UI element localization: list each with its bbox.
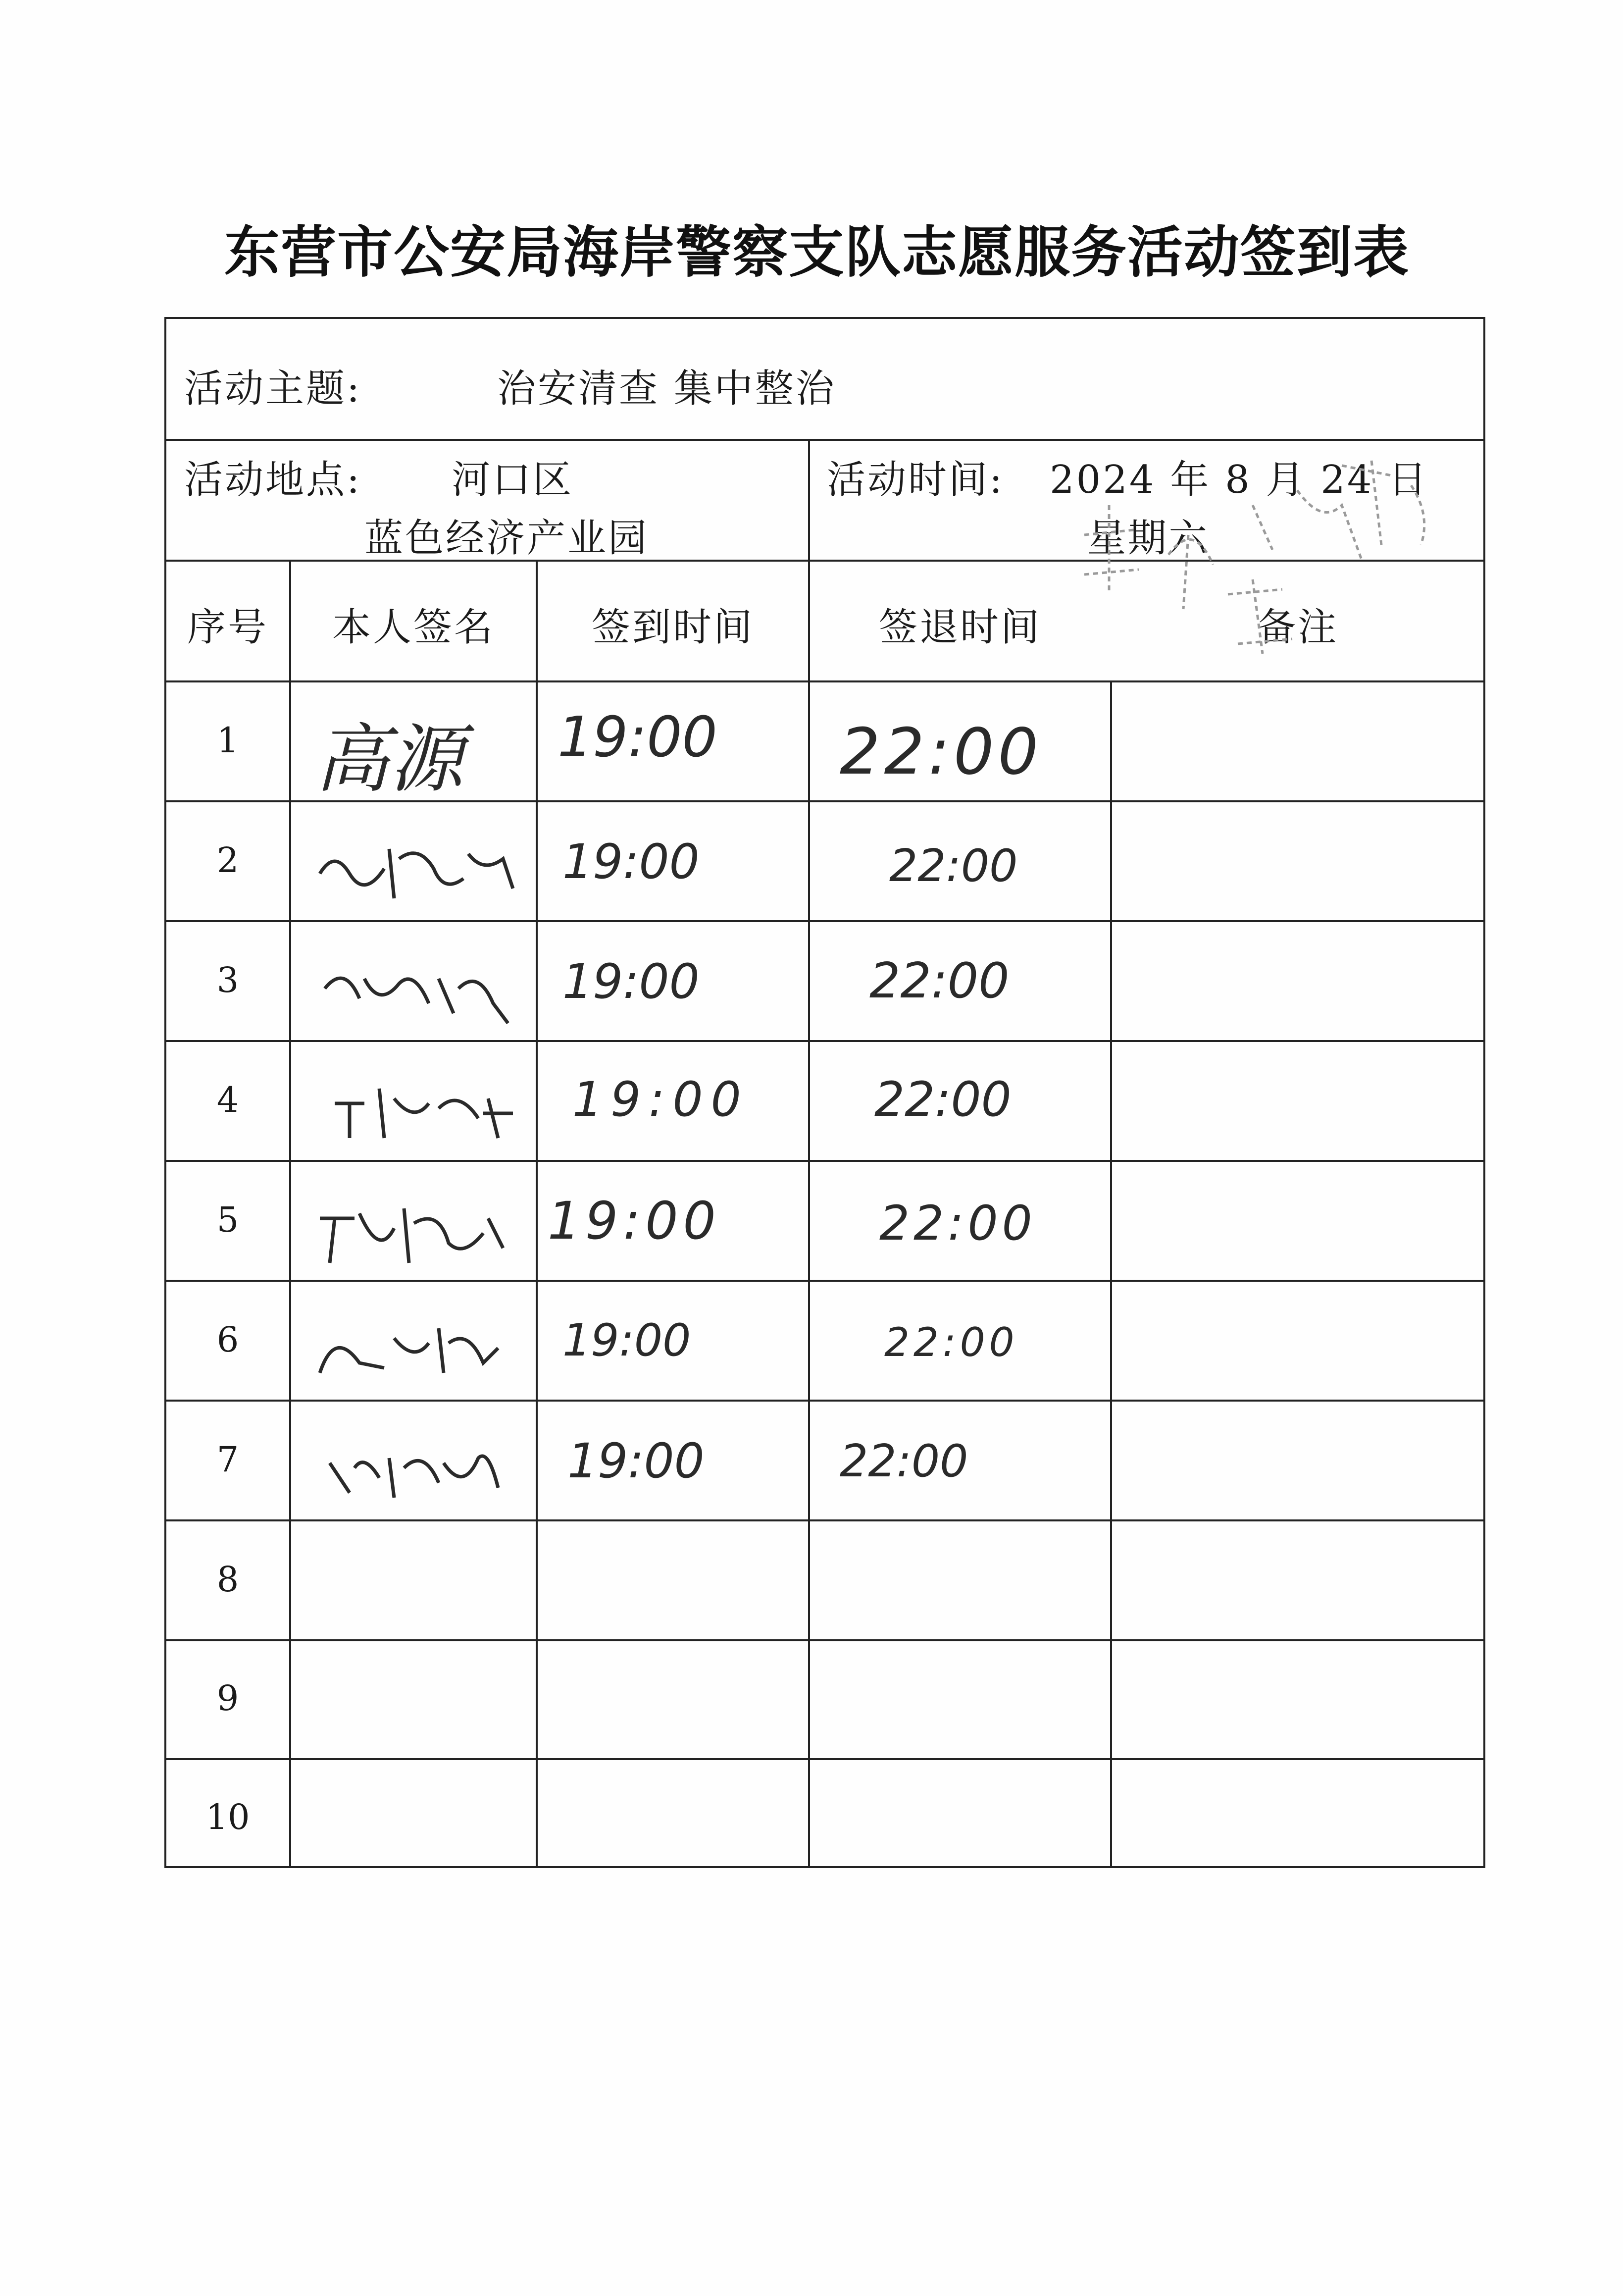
signature-scribble [330, 1069, 538, 1153]
location-value-line1: 河口区 [452, 458, 574, 502]
row-divider [166, 1639, 1483, 1641]
checkin-time: 19:00 [548, 1191, 721, 1251]
row-number: 6 [216, 1319, 239, 1360]
checkin-time: 19:00 [562, 1314, 691, 1366]
row-divider [166, 439, 1483, 441]
ghost-bleed-marks [1065, 446, 1451, 723]
signature-scribble [315, 949, 523, 1033]
location-value-line2: 蓝色经济产业园 [364, 516, 649, 561]
row-number: 4 [216, 1080, 239, 1120]
signature-scribble [325, 1428, 533, 1513]
row-number: 7 [216, 1439, 239, 1480]
checkout-time: 22:00 [889, 840, 1018, 892]
checkin-time: 19:00 [562, 834, 700, 889]
header-seq: 序号 [187, 605, 268, 650]
row-divider [166, 920, 1483, 922]
row-divider [166, 1040, 1483, 1042]
signature-scribble [315, 829, 523, 913]
time-label: 活动时间: [827, 458, 1005, 502]
row-number: 8 [216, 1559, 239, 1600]
checkin-time: 19:00 [562, 954, 700, 1009]
signature-scribble [315, 1308, 523, 1393]
row-divider [166, 1519, 1483, 1521]
col-divider [536, 560, 538, 1868]
document-title: 东营市公安局海岸警察支队志愿服务活动签到表 [224, 220, 1410, 285]
theme-value: 治安清查 集中整治 [497, 366, 836, 411]
checkout-time: 22:00 [874, 1072, 1012, 1127]
checkout-time: 22:00 [840, 1435, 968, 1487]
signature: 高源 [315, 717, 464, 803]
header-checkin: 签到时间 [591, 605, 754, 650]
col-divider [289, 560, 291, 1868]
col-divider [1110, 680, 1112, 1868]
checkout-time: 22:00 [884, 1319, 1018, 1365]
checkout-time: 22:00 [869, 953, 1010, 1009]
checkin-time: 19:00 [567, 1433, 705, 1489]
row-number: 5 [216, 1200, 239, 1240]
row-number: 3 [216, 960, 239, 1000]
row-divider [166, 1160, 1483, 1162]
row-number: 10 [205, 1797, 250, 1837]
checkin-time: 19:00 [572, 1072, 749, 1127]
header-signature: 本人签名 [332, 605, 495, 650]
row-number: 1 [216, 720, 239, 761]
theme-label: 活动主题: [184, 366, 362, 411]
location-label: 活动地点: [184, 458, 362, 502]
row-divider [166, 1280, 1483, 1282]
header-remark: 备注 [1257, 605, 1338, 650]
row-number: 9 [216, 1678, 239, 1719]
time-value-line1: 2024 年 8 月 24 日 [1050, 458, 1429, 502]
row-number: 2 [216, 840, 239, 881]
checkout-time: 22:00 [840, 715, 1042, 789]
row-divider [166, 1400, 1483, 1402]
col-divider [808, 680, 810, 1868]
checkin-time: 19:00 [558, 705, 717, 770]
time-value-line2: 星期六 [1087, 516, 1210, 561]
row-divider [166, 1758, 1483, 1760]
signature-scribble [315, 1189, 523, 1273]
header-checkout: 签退时间 [878, 605, 1041, 650]
checkout-time: 22:00 [879, 1196, 1036, 1251]
